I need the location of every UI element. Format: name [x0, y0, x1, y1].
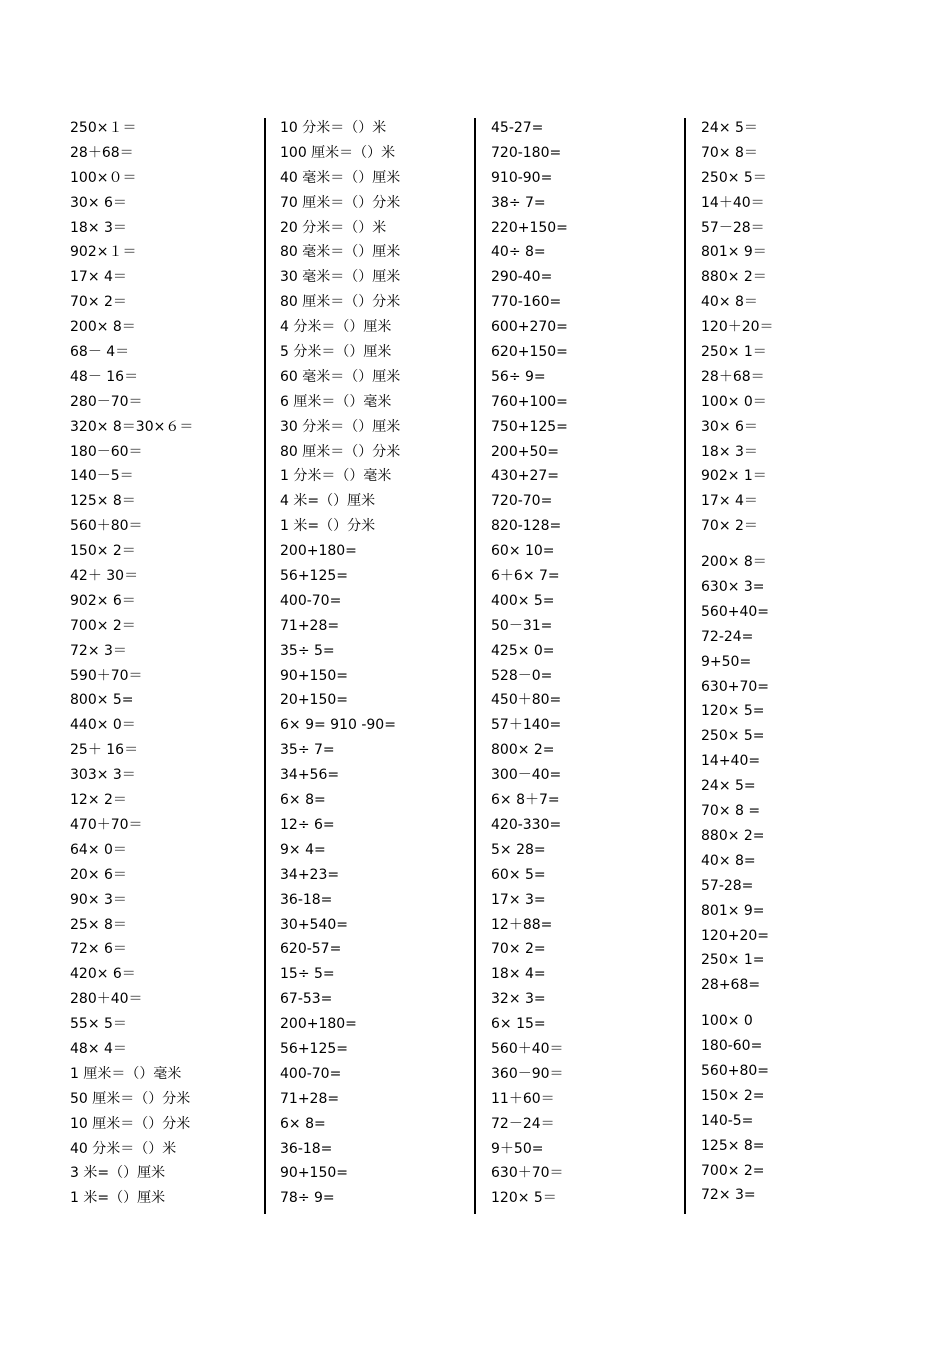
problem-item: 56+125=	[280, 568, 348, 585]
problem-item: 48× 4＝	[70, 1040, 127, 1057]
problem-item: 71+28=	[280, 617, 340, 634]
problem-item: 902×１＝	[70, 244, 137, 261]
problem-item: 15÷ 5=	[280, 966, 335, 983]
problem-item: 100×０＝	[70, 169, 137, 186]
problem-column-4	[701, 116, 906, 1208]
problem-item: 280－70＝	[70, 393, 143, 410]
problem-item: 17× 4＝	[70, 269, 127, 286]
problem-item: 36-18=	[280, 891, 333, 908]
problem-item: 57-28=	[701, 877, 754, 894]
group-spacer	[701, 539, 906, 550]
problem-item: 68－ 4＝	[70, 344, 130, 361]
problem-item: 40 分米＝（）米	[70, 1140, 177, 1157]
problem-item: 1 厘米＝（）毫米	[70, 1065, 182, 1082]
problem-item: 45-27=	[491, 120, 544, 136]
problem-item: 57－28＝	[701, 219, 765, 236]
problem-item: 800× 2=	[491, 742, 555, 759]
problem-item: 11＋60＝	[491, 1090, 555, 1107]
problem-item: 34+23=	[280, 866, 340, 883]
problem-item: 630+70=	[701, 678, 769, 695]
problem-item: 72-24=	[701, 628, 754, 645]
problem-item: 6 厘米＝（）毫米	[280, 393, 392, 410]
problem-item: 9× 4=	[280, 841, 326, 858]
problem-item: 700× 2=	[701, 1162, 765, 1179]
problem-item: 80 厘米＝（）分米	[280, 443, 401, 460]
problem-item: 3 米=（）厘米	[70, 1165, 166, 1182]
problem-item: 18× 3＝	[701, 443, 758, 460]
problem-item: 250× 1＝	[701, 344, 767, 361]
problem-item: 70 厘米＝（）分米	[280, 194, 401, 211]
problem-item: 12× 2＝	[70, 792, 127, 809]
problem-item: 14+40=	[701, 753, 761, 770]
problem-item: 71+28=	[280, 1090, 340, 1107]
problem-item: 5 分米＝（）厘米	[280, 344, 392, 361]
problem-item: 28＋68＝	[701, 368, 765, 385]
problem-item: 4 分米＝（）厘米	[280, 319, 392, 336]
problem-item: 902× 6＝	[70, 592, 136, 609]
problem-item: 200+50=	[491, 443, 559, 460]
problem-item: 50 厘米＝（）分米	[70, 1090, 191, 1107]
problem-item: 1 分米＝（）毫米	[280, 468, 392, 485]
problem-item: 24× 5＝	[701, 120, 758, 136]
problem-item: 200+180=	[280, 1016, 357, 1033]
problem-item: 801× 9＝	[701, 244, 767, 261]
problem-item: 630× 3=	[701, 579, 765, 596]
problem-item: 470＋70＝	[70, 816, 143, 833]
problem-item: 140-5=	[701, 1112, 754, 1129]
problem-item: 70× 2=	[491, 941, 546, 958]
problem-item: 25× 8＝	[70, 916, 127, 933]
problem-item: 560＋80＝	[70, 518, 143, 535]
problem-item: 750+125=	[491, 418, 568, 435]
problem-item: 17× 4＝	[701, 493, 758, 510]
problem-item: 425× 0=	[491, 642, 555, 659]
problem-item: 620-57=	[280, 941, 342, 958]
problem-item: 10 厘米＝（）分米	[70, 1115, 191, 1132]
problem-item: 450＋80=	[491, 692, 562, 709]
problem-item: 28+68=	[701, 977, 761, 994]
problem-item: 180-60=	[701, 1038, 763, 1055]
problem-item: 38÷ 7=	[491, 194, 546, 211]
problem-item: 6× 8=	[280, 1115, 326, 1132]
problem-item: 140－5＝	[70, 468, 134, 485]
problem-item: 220+150=	[491, 219, 568, 236]
problem-item: 250× 1=	[701, 952, 765, 969]
problem-item: 5× 28=	[491, 841, 546, 858]
problem-item: 420× 6＝	[70, 966, 136, 983]
problem-item: 120× 5＝	[491, 1190, 557, 1207]
problem-item: 20 分米＝（）米	[280, 219, 387, 236]
problem-item: 620+150=	[491, 344, 568, 361]
problem-column-3	[491, 116, 696, 1211]
problem-item: 180－60＝	[70, 443, 143, 460]
problem-item: 60 毫米＝（）厘米	[280, 368, 401, 385]
problem-item: 801× 9=	[701, 902, 765, 919]
problem-item: 400× 5=	[491, 592, 555, 609]
problem-item: 125× 8=	[701, 1137, 765, 1154]
problem-item: 72－24＝	[491, 1115, 555, 1132]
problem-item: 90+150=	[280, 1165, 348, 1182]
problem-item: 57＋140=	[491, 717, 562, 734]
problem-item: 30 毫米＝（）厘米	[280, 269, 401, 286]
problem-item: 125× 8＝	[70, 493, 136, 510]
problem-item: 90× 3＝	[70, 891, 127, 908]
problem-item: 250× 5=	[701, 728, 765, 745]
problem-item: 600+270=	[491, 319, 568, 336]
problem-item: 70× 2＝	[701, 518, 758, 535]
problem-item: 1 米=（）分米	[280, 518, 376, 535]
problem-item: 6× 8＋7=	[491, 792, 560, 809]
problem-item: 420-330=	[491, 816, 562, 833]
problem-item: 6× 9= 910 -90=	[280, 717, 396, 734]
problem-item: 560＋40＝	[491, 1040, 564, 1057]
problem-item: 400-70=	[280, 1065, 342, 1082]
problem-item: 430+27=	[491, 468, 559, 485]
problem-item: 25＋ 16＝	[70, 742, 139, 759]
problem-item: 303× 3＝	[70, 767, 136, 784]
problem-item: 48－ 16＝	[70, 368, 139, 385]
problem-item: 290-40=	[491, 269, 553, 286]
problem-item: 60× 5=	[491, 866, 546, 883]
problem-item: 200× 8＝	[701, 554, 767, 571]
problem-item: 720-180=	[491, 144, 562, 161]
problem-item: 40÷ 8=	[491, 244, 546, 261]
problem-item: 800× 5=	[70, 692, 134, 709]
problem-item: 40× 8=	[701, 852, 756, 869]
problem-item: 880× 2＝	[701, 269, 767, 286]
problem-item: 80 毫米＝（）厘米	[280, 244, 401, 261]
problem-item: 40 毫米＝（）厘米	[280, 169, 401, 186]
problem-item: 400-70=	[280, 592, 342, 609]
problem-item: 70× 2＝	[70, 294, 127, 311]
problem-item: 70× 8＝	[701, 144, 758, 161]
problem-item: 560+40=	[701, 603, 769, 620]
problem-item: 78÷ 9=	[280, 1190, 335, 1207]
problem-item: 20× 6＝	[70, 866, 127, 883]
problem-item: 6＋6× 7=	[491, 568, 560, 585]
problem-item: 10 分米＝（）米	[280, 120, 387, 136]
problem-item: 902× 1＝	[701, 468, 767, 485]
problem-column-2	[280, 116, 485, 1211]
problem-column-1	[70, 116, 275, 1211]
problem-item: 56+125=	[280, 1040, 348, 1057]
problem-item: 120+20=	[701, 927, 769, 944]
problem-item: 40× 8＝	[701, 294, 758, 311]
problem-item: 320× 8＝30×６＝	[70, 418, 194, 435]
problem-item: 700× 2＝	[70, 617, 136, 634]
problem-item: 630＋70＝	[491, 1165, 564, 1182]
problem-item: 36-18=	[280, 1140, 333, 1157]
problem-item: 60× 10=	[491, 543, 555, 560]
problem-item: 880× 2=	[701, 827, 765, 844]
problem-item: 72× 3＝	[70, 642, 127, 659]
problem-item: 64× 0＝	[70, 841, 127, 858]
problem-item: 42＋ 30＝	[70, 568, 139, 585]
problem-item: 440× 0＝	[70, 717, 136, 734]
problem-item: 28＋68＝	[70, 144, 134, 161]
problem-item: 100 厘米＝（）米	[280, 144, 396, 161]
problem-item: 32× 3=	[491, 991, 546, 1008]
group-spacer	[701, 998, 906, 1009]
problem-item: 200+180=	[280, 543, 357, 560]
problem-item: 70× 8 =	[701, 803, 761, 820]
problem-item: 17× 3=	[491, 891, 546, 908]
problem-item: 150× 2=	[701, 1087, 765, 1104]
problem-item: 72× 6＝	[70, 941, 127, 958]
problem-item: 18× 4=	[491, 966, 546, 983]
problem-item: 90+150=	[280, 667, 348, 684]
problem-item: 120＋20＝	[701, 319, 774, 336]
problem-item: 6× 15=	[491, 1016, 546, 1033]
problem-item: 9+50=	[701, 653, 752, 670]
problem-item: 80 厘米＝（）分米	[280, 294, 401, 311]
problem-item: 6× 8=	[280, 792, 326, 809]
problem-item: 820-128=	[491, 518, 562, 535]
problem-item: 30× 6＝	[70, 194, 127, 211]
problem-item: 56÷ 9=	[491, 368, 546, 385]
problem-item: 560+80=	[701, 1062, 769, 1079]
problem-item: 72× 3=	[701, 1187, 756, 1204]
problem-item: 30 分米＝（）厘米	[280, 418, 401, 435]
problem-item: 528－0=	[491, 667, 553, 684]
problem-item: 720-70=	[491, 493, 553, 510]
problem-item: 50－31=	[491, 617, 553, 634]
problem-item: 200× 8＝	[70, 319, 136, 336]
problem-item: 250×１＝	[70, 120, 137, 136]
problem-item: 34+56=	[280, 767, 340, 784]
problem-item: 14＋40＝	[701, 194, 765, 211]
problem-item: 67-53=	[280, 991, 333, 1008]
problem-item: 280＋40＝	[70, 991, 143, 1008]
problem-item: 9＋50=	[491, 1140, 544, 1157]
problem-item: 100× 0＝	[701, 393, 767, 410]
problem-item: 910-90=	[491, 169, 553, 186]
problem-item: 4 米=（）厘米	[280, 493, 376, 510]
problem-item: 360－90＝	[491, 1065, 564, 1082]
problem-item: 24× 5=	[701, 778, 756, 795]
problem-item: 12＋88=	[491, 916, 553, 933]
problem-item: 20+150=	[280, 692, 348, 709]
problem-item: 250× 5＝	[701, 169, 767, 186]
problem-item: 120× 5=	[701, 703, 765, 720]
problem-item: 760+100=	[491, 393, 568, 410]
problem-item: 770-160=	[491, 294, 562, 311]
problem-item: 35÷ 7=	[280, 742, 335, 759]
problem-item: 100× 0	[701, 1013, 753, 1030]
problem-item: 30+540=	[280, 916, 348, 933]
problem-item: 12÷ 6=	[280, 816, 335, 833]
problem-item: 35÷ 5=	[280, 642, 335, 659]
problem-item: 300－40=	[491, 767, 562, 784]
problem-item: 150× 2＝	[70, 543, 136, 560]
problem-item: 1 米=（）厘米	[70, 1190, 166, 1207]
problem-item: 590＋70＝	[70, 667, 143, 684]
problem-item: 55× 5＝	[70, 1016, 127, 1033]
problem-item: 30× 6＝	[701, 418, 758, 435]
problem-item: 18× 3＝	[70, 219, 127, 236]
